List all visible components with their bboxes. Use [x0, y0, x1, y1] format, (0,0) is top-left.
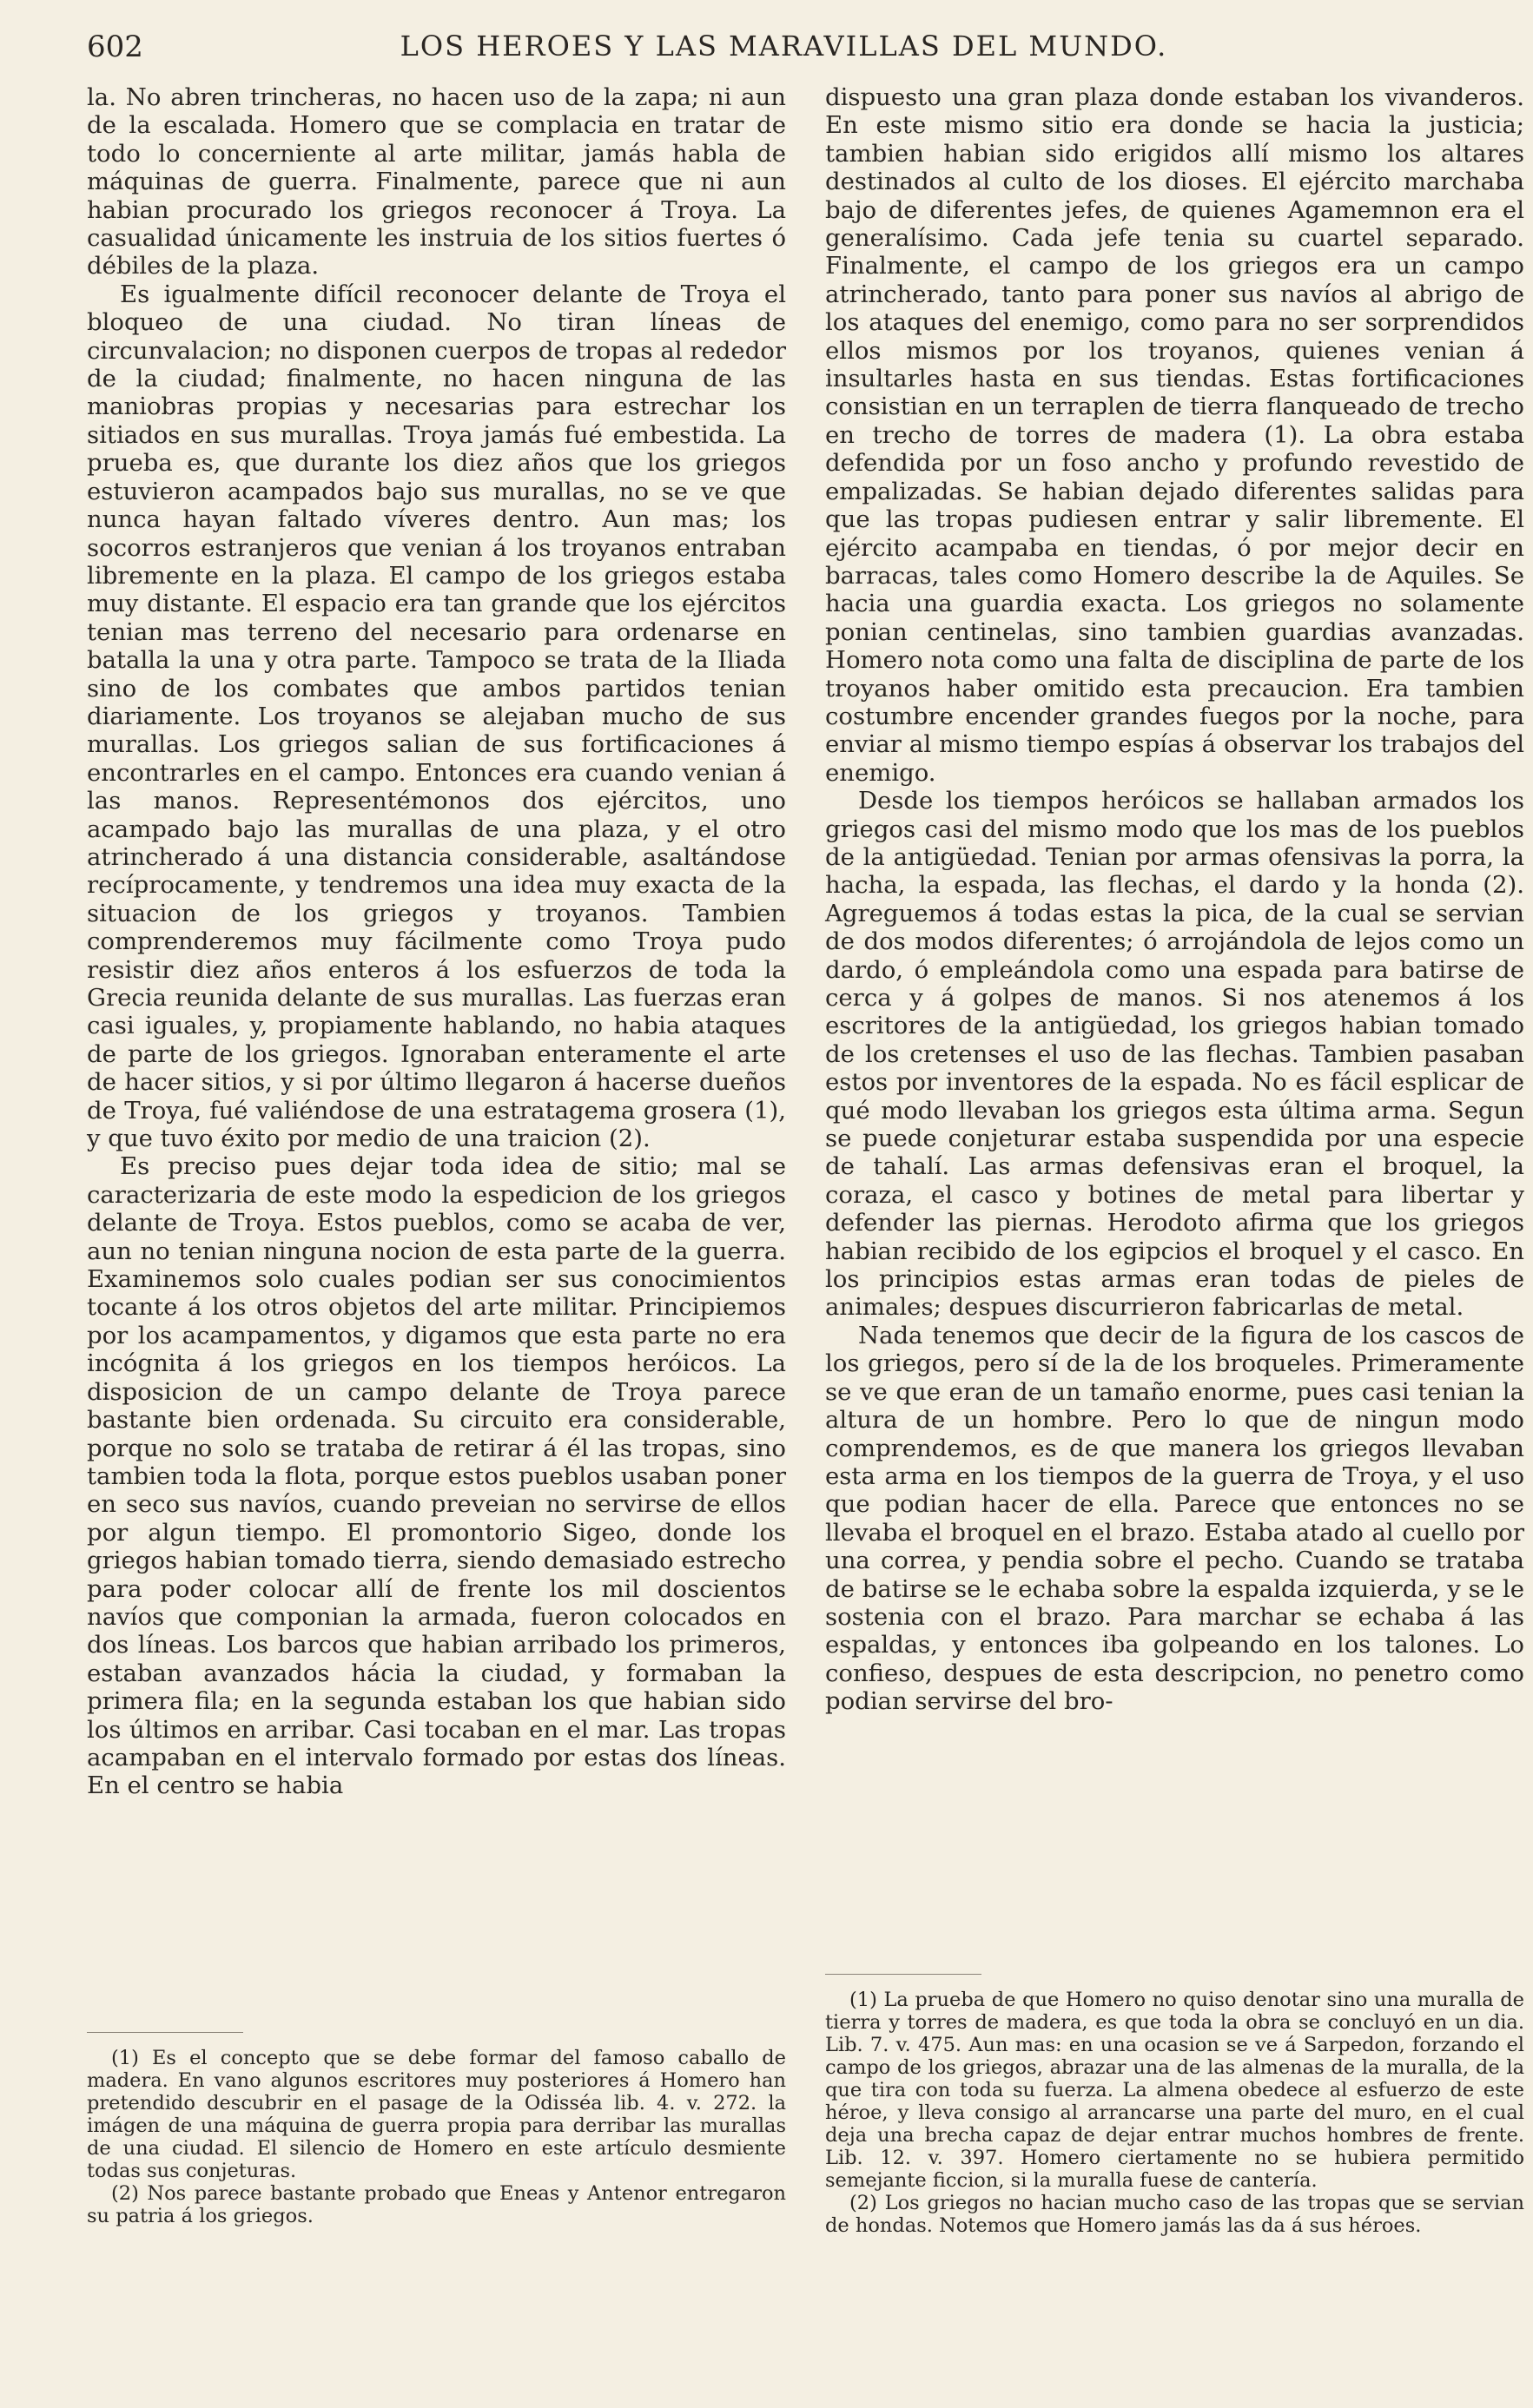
paragraph: Es igualmente difícil reconocer delante de Troya el bloqueo de una ciudad. No tiran líneas de circunvalacion; no disponen cuerpos de tropas al rededor de la ciudad; finalmente, no hacen ninguna de las maniobras propias y necesarias para estrechar los sitiados en sus murallas. Troya jamás fué embestida. La prueba es, que durante los diez años que los griegos estuvieron acampados bajo sus murallas, no se ve que nunca hayan faltado víveres dentro. Aun mas; los socorros estranjeros que venian á los troyanos entraban libremente en la plaza. El campo de los griegos estaba muy distante. El espacio era tan grande que los ejércitos tenian mas terreno del necesario para ordenarse en batalla la una y otra parte. Tampoco se trata de la Iliada sino de los combates que ambos partidos tenian diariamente. Los troyanos se alejaban mucho de sus murallas. Los griegos salian de sus fortificaciones á encontrarles en el campo. Entonces era cuando venian á las manos. Representémonos dos ejércitos, uno acampado bajo las murallas de una plaza, y el otro atrincherado á una distancia considerable, asaltándose recíprocamente, y tendremos una idea muy exacta de la situacion de los griegos y troyanos. Tambien comprenderemos muy fácilmente como Troya pudo resistir diez años enteros á los esfuerzos de toda la Grecia reunida delante de sus murallas. Las fuerzas eran casi iguales, y, propiamente hablando, no habia ataques de parte de los griegos. Ignoraban enteramente el arte de hacer sitios, y si por último llegaron á hacerse dueños de Troya, fué valiéndose de una estratagema grosera (1), y que tuvo éxito por medio de una traicion (2).	[87, 280, 786, 1153]
footnotes-right	[825, 1989, 1524, 2237]
paragraph: Desde los tiempos heróicos se hallaban armados los griegos casi del mismo modo que los mas de los pueblos de la antigüedad. Tenian por armas ofensivas la porra, la hacha, la espada, las flechas, el dardo y la honda (2). Agreguemos á todas estas la pica, de la cual se servian de dos modos diferentes; ó arrojándola de lejos como un dardo, ó empleándola como una espada para batirse de cerca y á golpes de manos. Si nos atenemos á los escritores de la antigüedad, los griegos habian tomado de los cretenses el uso de las flechas. Tambien pasaban estos por inventores de la espada. No es fácil esplicar de qué modo llevaban los griegos esta última arma. Segun se puede conjeturar estaba suspendida por una especie de tahalí. Las armas defensivas eran el broquel, la coraza, el casco y botines de metal para libertar y defender las piernas. Herodoto afirma que los griegos habian recibido de los egipcios el broquel y el casco. En los principios estas armas eran todas de pieles de animales; despues discurrieron fabricarlas de metal.	[825, 787, 1524, 1322]
page-number: 602	[87, 30, 143, 64]
footnote-divider	[87, 2032, 243, 2033]
footnote: (2) Nos parece bastante probado que Eneas y Antenor entregaron su patria á los griegos.	[87, 2182, 786, 2227]
footnote: (1) Es el concepto que se debe formar del famoso caballo de madera. En vano algunos escritores muy posteriores á Homero han pretendido descubrir en el pasage de la Odisséa lib. 4. v. 272. la imágen de una máquina de guerra propia para derribar las murallas de una ciudad. El silencio de Homero en este artículo desmiente todas sus conjeturas.	[87, 2047, 786, 2182]
paragraph: Nada tenemos que decir de la figura de los cascos de los griegos, pero sí de la de los broqueles. Primeramente se ve que eran de un tamaño enorme, pues casi tenian la altura de un hombre. Pero lo que de ningun modo comprendemos, es de que manera los griegos llevaban esta arma en los tiempos de la guerra de Troya, y el uso que podian hacer de ella. Parece que entonces no se llevaba el broquel en el brazo. Estaba atado al cuello por una correa, y pendia sobre el pecho. Cuando se trataba de batirse se le echaba sobre la espalda izquierda, y se le sostenia con el brazo. Para marchar se echaba á las espaldas, y entonces iba golpeando en los talones. Lo confieso, despues de esta descripcion, no penetro como podian servirse del bro-	[825, 1321, 1524, 1716]
page-header	[87, 30, 1481, 73]
footnote: (1) La prueba de que Homero no quiso denotar sino una muralla de tierra y torres de madera, es que toda la obra se concluyó en un dia. Lib. 7. v. 475. Aun mas: en una ocasion se ve á Sarpedon, forzando el campo de los griegos, abrazar una de las almenas de la muralla, de la que tira con toda su fuerza. La almena obedece al esfuerzo de este héroe, y lleva consigo al arrancarse una parte del muro, en el cual deja una brecha capaz de dejar entrar muchos hombres de frente. Lib. 12. v. 397. Homero ciertamente no se hubiera permitido semejante ficcion, si la muralla fuese de cantería.	[825, 1989, 1524, 2192]
footnotes-left	[87, 2047, 786, 2227]
footnote-divider	[825, 1974, 981, 1975]
paragraph: Es preciso pues dejar toda idea de sitio; mal se caracterizaria de este modo la espedicion de los griegos delante de Troya. Estos pueblos, como se acaba de ver, aun no tenian ninguna nocion de esta parte de la guerra. Examinemos solo cuales podian ser sus conocimientos tocante á los otros objetos del arte militar. Principiemos por los acampamentos, y digamos que esta parte no era incógnita á los griegos en los tiempos heróicos. La disposicion de un campo delante de Troya parece bastante bien ordenada. Su circuito era considerable, porque no solo se trataba de retirar á él las tropas, sino tambien toda la flota, porque estos pueblos usaban poner en seco sus navíos, cuando preveian no servirse de ellos por algun tiempo. El promontorio Sigeo, donde los griegos habian tomado tierra, siendo demasiado estrecho para poder colocar allí de frente los mil doscientos navíos que componian la armada, fueron colocados en dos líneas. Los barcos que habian arribado los primeros, estaban avanzados hácia la ciudad, y formaban la primera fila; en la segunda estaban los que habian sido los últimos en arribar. Casi tocaban en el mar. Las tropas acampaban en el intervalo formado por estas dos líneas. En el centro se habia	[87, 1152, 786, 1800]
paragraph: la. No abren trincheras, no hacen uso de la zapa; ni aun de la escalada. Homero que se complacia en tratar de todo lo concerniente al arte militar, jamás habla de máquinas de guerra. Finalmente, parece que ni aun habian procurado los griegos reconocer á Troya. La casualidad únicamente les instruia de los sitios fuertes ó débiles de la plaza.	[87, 83, 786, 280]
right-column	[825, 83, 1524, 1716]
left-column	[87, 83, 786, 1800]
running-title: LOS HEROES Y LAS MARAVILLAS DEL MUNDO.	[400, 30, 1168, 63]
footnote: (2) Los griegos no hacian mucho caso de las tropas que se servian de hondas. Notemos que Homero jamás las da á sus héroes.	[825, 2192, 1524, 2237]
paragraph: dispuesto una gran plaza donde estaban los vivanderos. En este mismo sitio era donde se hacia la justicia; tambien habian sido erigidos allí mismo los altares destinados al culto de los dioses. El ejército marchaba bajo de diferentes jefes, de quienes Agamemnon era el generalísimo. Cada jefe tenia su cuartel separado. Finalmente, el campo de los griegos era un campo atrincherado, tanto para poner sus navíos al abrigo de los ataques del enemigo, como para no ser sorprendidos ellos mismos por los troyanos, quienes venian á insultarles hasta en sus tiendas. Estas fortificaciones consistian en un terraplen de tierra flanqueado de trecho en trecho de torres de madera (1). La obra estaba defendida por un foso ancho y profundo revestido de empalizadas. Se habian dejado diferentes salidas para que las tropas pudiesen entrar y salir libremente. El ejército acampaba en tiendas, ó por mejor decir en barracas, tales como Homero describe la de Aquiles. Se hacia una guardia exacta. Los griegos no solamente ponian centinelas, sino tambien guardias avanzadas. Homero nota como una falta de disciplina de parte de los troyanos haber omitido esta precaucion. Era tambien costumbre encender grandes fuegos por la noche, para enviar al mismo tiempo espías á observar los trabajos del enemigo.	[825, 83, 1524, 787]
